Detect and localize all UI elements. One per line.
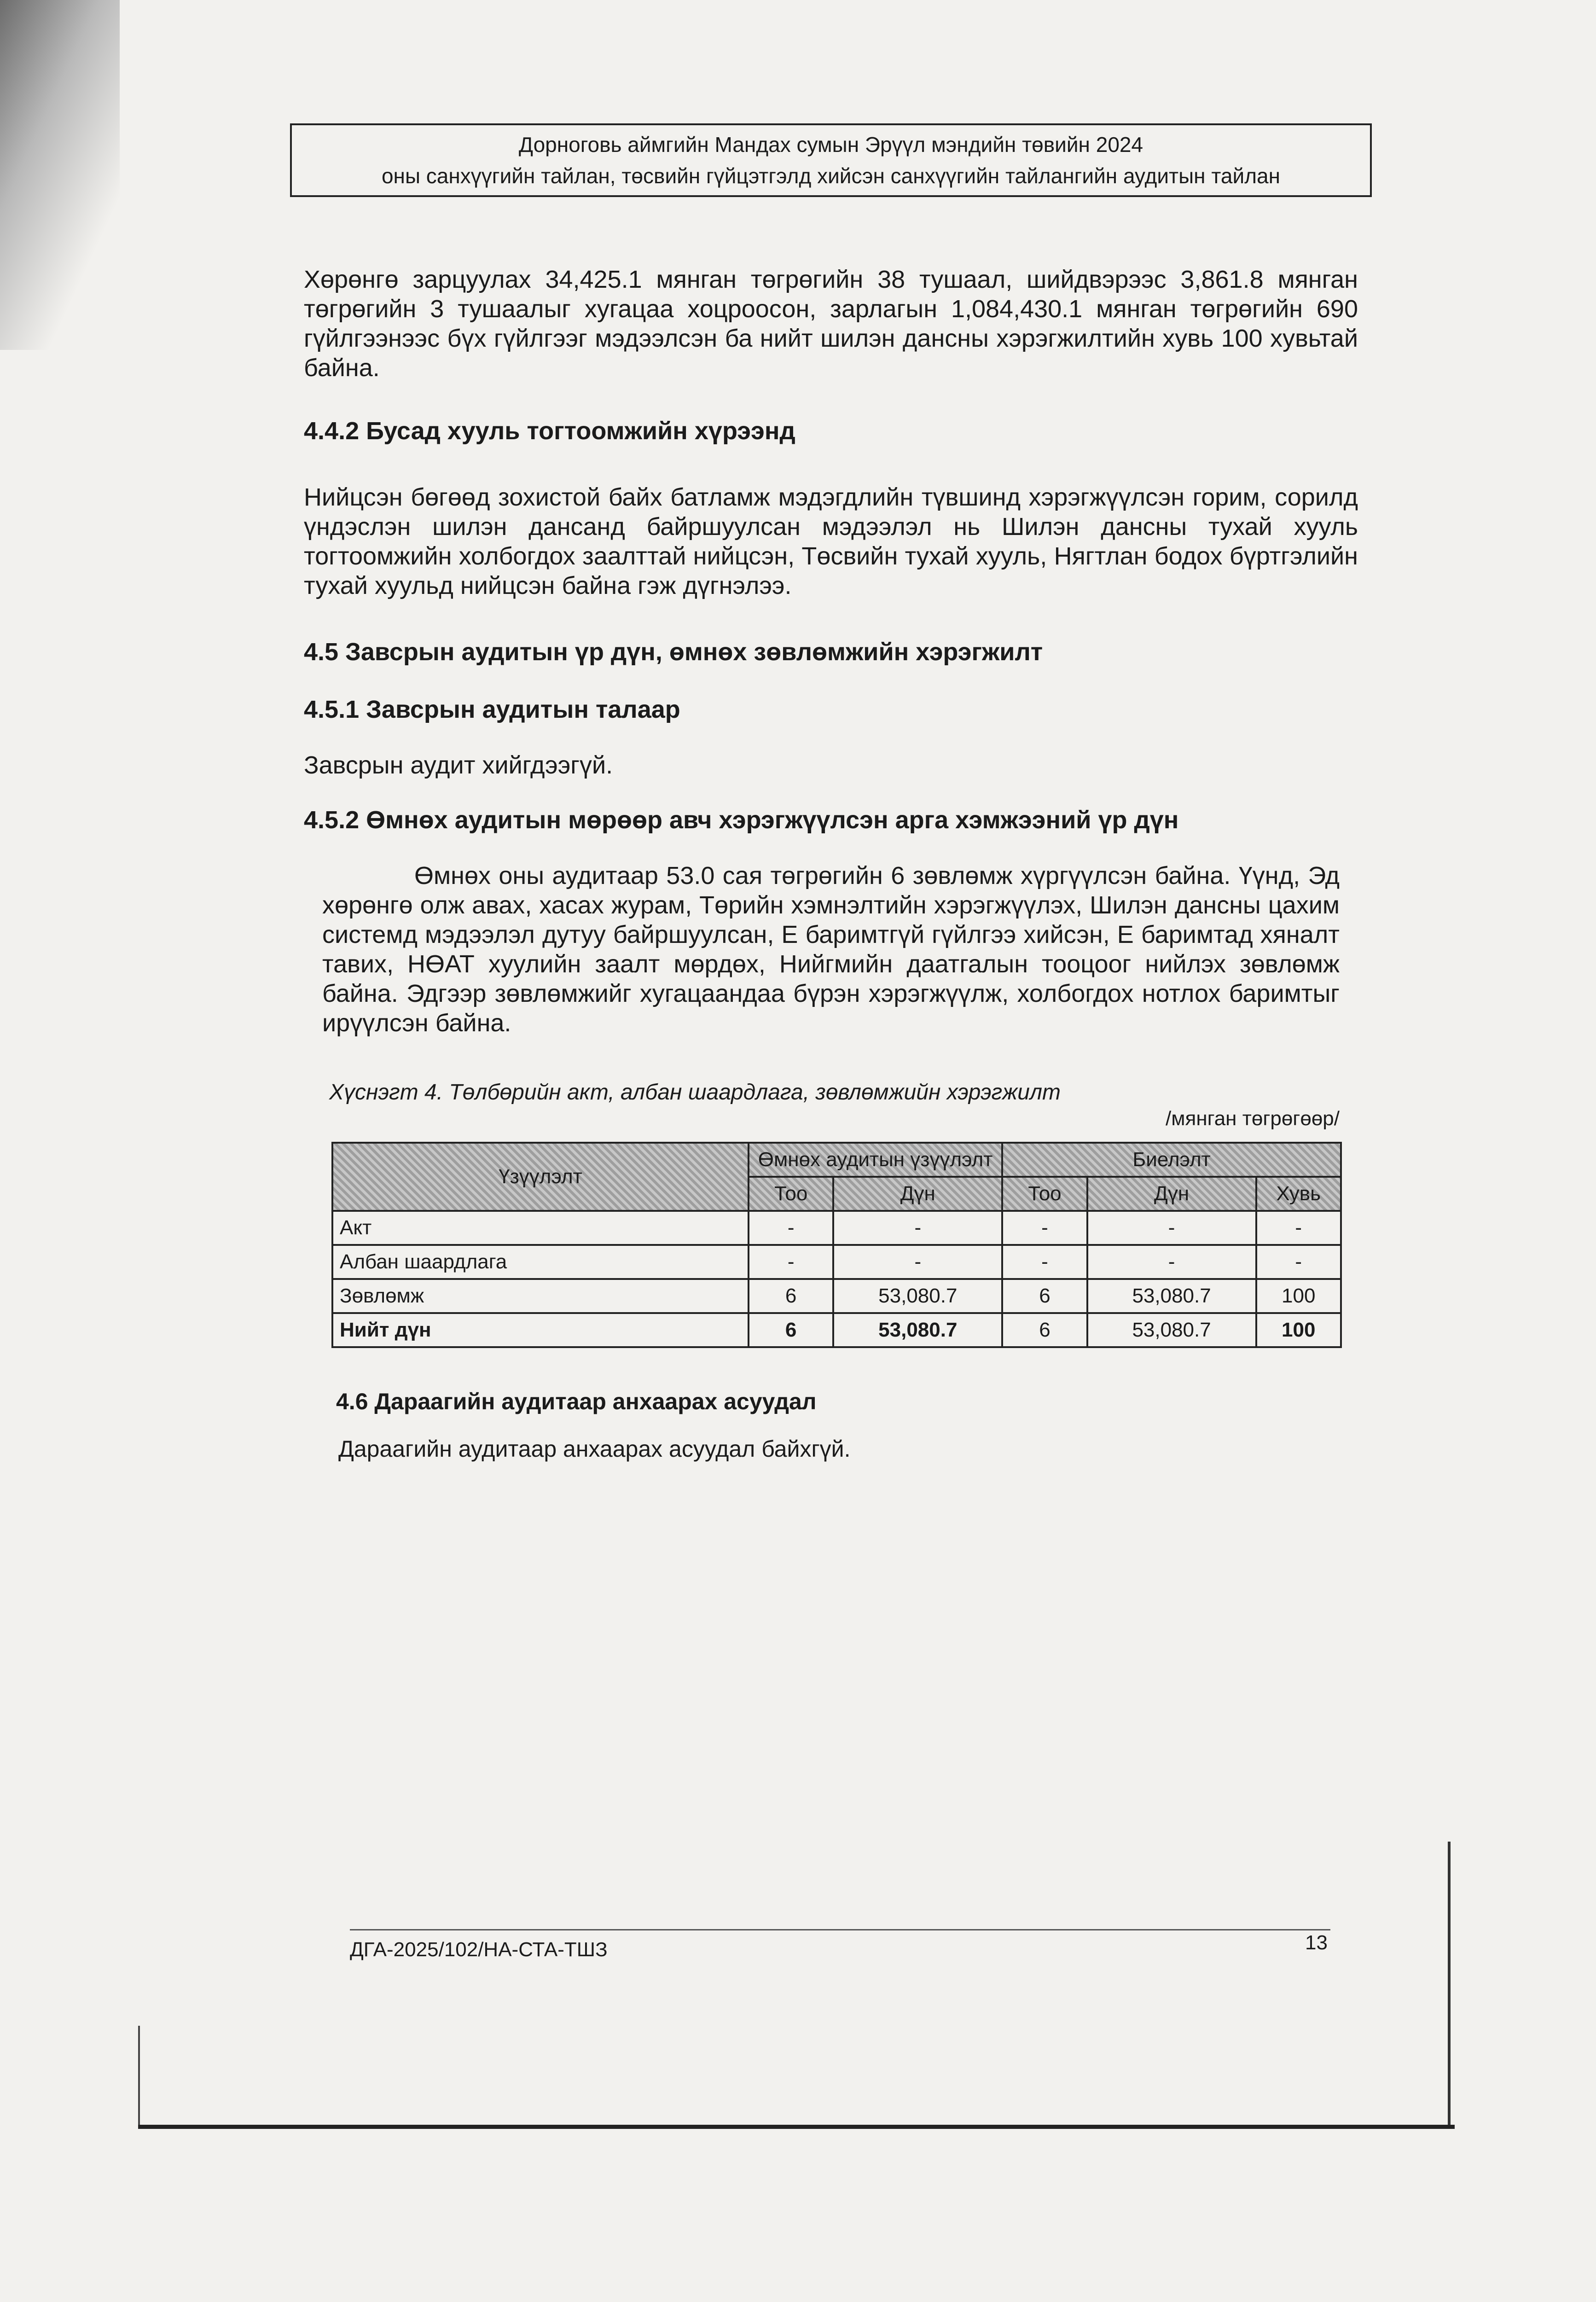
- paragraph-5: Дараагийн аудитаар анхаарах асуудал байхгүй.: [338, 1436, 851, 1462]
- heading-4-5-2: 4.5.2 Өмнөх аудитын мөрөөр авч хэрэгжүүлсэн арга хэмжээний үр дүн: [304, 806, 1179, 834]
- header-count-exec: Тоо: [1002, 1177, 1087, 1211]
- cell-count-prev: -: [749, 1211, 833, 1245]
- page-edge-left: [138, 2026, 140, 2127]
- footer-code: ДГА-2025/102/НА-СТА-ТШЗ: [350, 1938, 608, 1961]
- cell-count-prev: 6: [749, 1279, 833, 1313]
- table-row: [332, 1279, 1341, 1313]
- table-row-total: [332, 1313, 1341, 1347]
- cell-percent: 100: [1256, 1313, 1341, 1347]
- header-prev-audit: Өмнөх аудитын үзүүлэлт: [749, 1143, 1002, 1177]
- cell-count-exec: -: [1002, 1245, 1087, 1279]
- cell-amount-prev: 53,080.7: [833, 1279, 1002, 1313]
- cell-amount-exec: 53,080.7: [1087, 1279, 1256, 1313]
- cell-percent: -: [1256, 1245, 1341, 1279]
- report-header: [290, 123, 1372, 197]
- header-amount-prev: Дүн: [833, 1177, 1002, 1211]
- cell-percent: 100: [1256, 1279, 1341, 1313]
- cell-amount-prev: 53,080.7: [833, 1313, 1002, 1347]
- table-unit: /мянган төгрөгөөр/: [1166, 1107, 1340, 1130]
- cell-percent: -: [1256, 1211, 1341, 1245]
- table-caption: Хүснэгт 4. Төлбөрийн акт, албан шаардлага, зөвлөмжийн хэрэгжилт: [329, 1080, 1061, 1104]
- page-shadow: [0, 0, 120, 350]
- cell-amount-prev: -: [833, 1211, 1002, 1245]
- table-row: [332, 1211, 1341, 1245]
- cell-count-prev: 6: [749, 1313, 833, 1347]
- header-line-1: Дорноговь аймгийн Мандах сумын Эрүүл мэндийн төвийн 2024: [518, 133, 1143, 157]
- table-caption-row: [329, 1080, 1340, 1130]
- cell-amount-exec: 53,080.7: [1087, 1313, 1256, 1347]
- header-indicator: Үзүүлэлт: [332, 1143, 749, 1211]
- page-edge-bottom: [138, 2125, 1455, 2129]
- row-label: Албан шаардлага: [332, 1245, 749, 1279]
- cell-amount-exec: -: [1087, 1211, 1256, 1245]
- cell-count-exec: -: [1002, 1211, 1087, 1245]
- header-count-prev: Тоо: [749, 1177, 833, 1211]
- table-header-row: [332, 1143, 1341, 1177]
- heading-4-4-2: 4.4.2 Бусад хууль тогтоомжийн хүрээнд: [304, 417, 795, 445]
- recommendation-table: [331, 1142, 1342, 1348]
- cell-amount-exec: -: [1087, 1245, 1256, 1279]
- page-number: 13: [1305, 1931, 1328, 1954]
- row-label: Акт: [332, 1211, 749, 1245]
- cell-amount-prev: -: [833, 1245, 1002, 1279]
- row-label: Зөвлөмж: [332, 1279, 749, 1313]
- header-line-2: оны санхүүгийн тайлан, төсвийн гүйцэтгэлд хийсэн санхүүгийн тайлангийн аудитын тайлан: [381, 164, 1281, 188]
- row-label: Нийт дүн: [332, 1313, 749, 1347]
- header-amount-exec: Дүн: [1087, 1177, 1256, 1211]
- footer-divider: [350, 1929, 1330, 1930]
- table-row: [332, 1245, 1341, 1279]
- paragraph-1: Хөрөнгө зарцуулах 34,425.1 мянган төгрөгийн 38 тушаал, шийдвэрээс 3,861.8 мянган төгрөгийн 3 тушаалыг хугацаа хоцроосон, зарлагын 1,084,430.1 мянган төгрөгийн 690 гүйлгээнээс бүх гүйлгээг мэдээлсэн ба нийт шилэн дансны хэрэгжилтийн хувь 100 хувьтай байна.: [304, 266, 1358, 382]
- cell-count-exec: 6: [1002, 1313, 1087, 1347]
- heading-4-6: 4.6 Дараагийн аудитаар анхаарах асуудал: [336, 1389, 817, 1414]
- cell-count-prev: -: [749, 1245, 833, 1279]
- paragraph-3: Завсрын аудит хийгдээгүй.: [304, 751, 613, 779]
- header-percent: Хувь: [1256, 1177, 1341, 1211]
- paragraph-4: Өмнөх оны аудитаар 53.0 сая төгрөгийн 6 зөвлөмж хүргүүлсэн байна. Үүнд, Эд хөрөнгө олж авах, хасах журам, Төрийн хэмнэлтийн хэрэгжүүлэх, Шилэн дансны цахим системд мэдээлэл дутуу байршуулсан, Е баримтгүй гүйлгээ хийсэн, Е баримтад хяналт тавих, НӨАТ хуулийн заалт мөрдөх, Нийгмийн даатгалын тооцоог нийлэх зөвлөмж байна. Эдгээр зөвлөмжийг хугацаандаа бүрэн хэрэгжүүлж, холбогдох нотлох баримтыг ирүүлсэн байна.: [322, 862, 1340, 1037]
- cell-count-exec: 6: [1002, 1279, 1087, 1313]
- header-execution: Биелэлт: [1002, 1143, 1341, 1177]
- heading-4-5-1: 4.5.1 Завсрын аудитын талаар: [304, 696, 680, 723]
- paragraph-2: Нийцсэн бөгөөд зохистой байх батламж мэдэгдлийн түвшинд хэрэгжүүлсэн горим, сорилд үндэслэн шилэн дансанд байршуулсан мэдээлэл нь Шилэн дансны тухай хууль тогтоомжийн холбогдох заалттай нийцсэн, Төсвийн тухай хууль, Нягтлан бодох бүртгэлийн тухай хуульд нийцсэн байна гэж дүгнэлээ.: [304, 483, 1358, 599]
- heading-4-5: 4.5 Завсрын аудитын үр дүн, өмнөх зөвлөмжийн хэрэгжилт: [304, 638, 1043, 666]
- page-edge-right: [1448, 1842, 1451, 2127]
